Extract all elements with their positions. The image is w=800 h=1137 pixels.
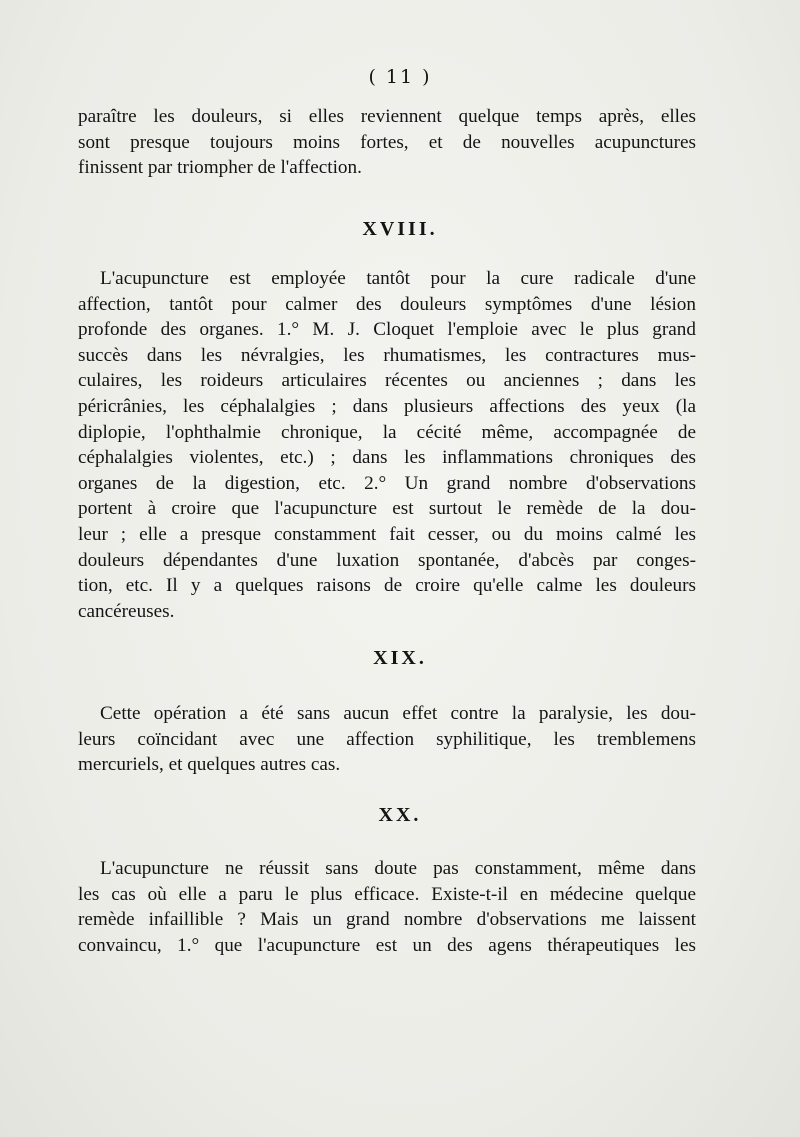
paragraph-section-xviii (78, 266, 696, 624)
text-line: succès dans les névralgies, les rhumatismes, les contractures mus- (78, 344, 696, 366)
text-line: Cette opération a été sans aucun effet contre la paralysie, les dou- (100, 703, 696, 724)
text-line: organes de la digestion, etc. 2.° Un grand nombre d'observations (78, 472, 696, 494)
text-line: douleurs dépendantes d'une luxation spontanée, d'abcès par conges- (78, 549, 696, 571)
text-line: diplopie, l'ophthalmie chronique, la cécité même, accompagnée de (78, 421, 696, 443)
text-line: les cas où elle a paru le plus efficace. Existe-t-il en médecine quelque (78, 883, 696, 905)
section-heading-xviii: XVIII. (362, 218, 438, 240)
text-line: finissent par triompher de l'affection. (78, 157, 362, 179)
text-line: profonde des organes. 1.° M. J. Cloquet l'emploie avec le plus grand (78, 319, 696, 341)
text-line: céphalalgies violentes, etc.) ; dans les inflammations chroniques des (78, 447, 696, 469)
text-line: tion, etc. Il y a quelques raisons de croire qu'elle calme les douleurs (78, 575, 696, 597)
page-number: ( 11 ) (368, 66, 432, 88)
text-line: L'acupuncture est employée tantôt pour la cure radicale d'une (100, 268, 696, 289)
text-line: paraître les douleurs, si elles reviennent quelque temps après, elles (78, 106, 696, 127)
paragraph-continuation (78, 104, 696, 181)
text-line: péricrânies, les céphalalgies ; dans plusieurs affections des yeux (la (78, 395, 696, 417)
text-line: convaincu, 1.° que l'acupuncture est un des agens thérapeutiques les (78, 934, 696, 956)
paragraph-section-xix (78, 701, 696, 778)
text-line: leurs coïncidant avec une affection syphilitique, les tremblemens (78, 728, 696, 750)
text-line: culaires, les roideurs articulaires récentes ou anciennes ; dans les (78, 370, 696, 392)
text-line: remède infaillible ? Mais un grand nombre d'observations me laissent (78, 909, 696, 931)
section-heading-xx: XX. (378, 804, 422, 826)
text-line: mercuriels, et quelques autres cas. (78, 754, 341, 776)
text-line: cancéreuses. (78, 600, 175, 622)
text-line: affection, tantôt pour calmer des douleurs symptômes d'une lésion (78, 293, 696, 315)
text-line: sont presque toujours moins fortes, et de nouvelles acupunctures (78, 131, 696, 153)
section-heading-xix: XIX. (373, 647, 427, 669)
text-line: L'acupuncture ne réussit sans doute pas constamment, même dans (100, 858, 696, 879)
paragraph-section-xx (78, 856, 696, 958)
text-line: portent à croire que l'acupuncture est surtout le remède de la dou- (78, 498, 696, 520)
text-line: leur ; elle a presque constamment fait cesser, ou du moins calmé les (78, 523, 696, 545)
